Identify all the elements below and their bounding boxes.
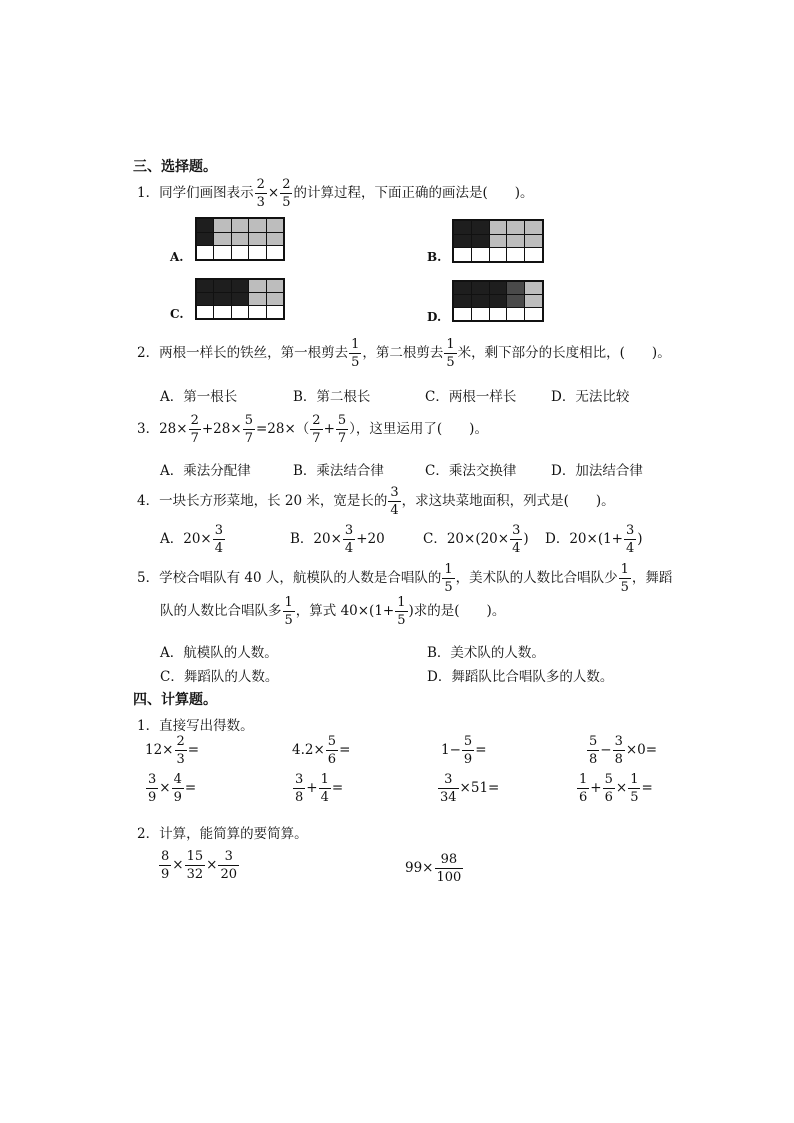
- fraction: [395, 596, 407, 627]
- fraction: [213, 524, 225, 555]
- numerator: 1: [620, 562, 629, 577]
- question-text: 两根一样长的铁丝，第一根剪去: [159, 345, 349, 361]
- fraction: [587, 735, 599, 766]
- option-b: [290, 524, 385, 555]
- numerator: 1: [630, 772, 639, 787]
- numerator: 1: [320, 772, 329, 787]
- fraction: [349, 338, 361, 369]
- numerator: 5: [604, 772, 613, 787]
- numerator: 98: [440, 852, 458, 867]
- denominator: 100: [436, 870, 462, 885]
- option-text: +20: [356, 531, 385, 547]
- fraction: [326, 735, 338, 766]
- question-text: ），这里运用了( )。: [349, 421, 488, 437]
- numerator: 15: [186, 849, 204, 864]
- question-number: 4．: [137, 493, 160, 509]
- expression-text: 1−: [441, 742, 461, 758]
- numerator: 3: [295, 772, 304, 787]
- numerator: 2: [282, 177, 291, 192]
- option-text: A．20×: [160, 531, 212, 547]
- fraction: [462, 735, 474, 766]
- denominator: 9: [463, 752, 473, 767]
- operator: ×: [615, 780, 628, 796]
- option-b: B．乘法结合律: [293, 463, 384, 479]
- expression-text: 4.2×: [292, 742, 325, 758]
- numerator: 3: [214, 523, 224, 538]
- fraction: [388, 486, 400, 517]
- option-text: B．20×: [290, 531, 342, 547]
- numerator: 1: [397, 595, 406, 610]
- option-text: ): [637, 531, 643, 547]
- numerator: 4: [173, 772, 182, 787]
- expression-text: +: [323, 421, 335, 437]
- fraction: [442, 563, 454, 594]
- numerator: 3: [614, 734, 623, 749]
- question-5-line-2: [160, 596, 505, 627]
- numerator: 8: [161, 849, 170, 864]
- denominator: 9: [148, 790, 157, 805]
- denominator: 4: [625, 541, 635, 556]
- numerator: 3: [224, 849, 233, 864]
- option-text: C．20×(20×: [423, 531, 510, 547]
- denominator: 4: [390, 503, 399, 518]
- denominator: 8: [589, 752, 598, 767]
- option-a: A．第一根长: [160, 389, 238, 405]
- denominator: 8: [614, 752, 623, 767]
- expression-text: 28×: [159, 421, 188, 437]
- denominator: 6: [604, 790, 613, 805]
- numerator: 2: [176, 734, 185, 749]
- fraction: [146, 773, 158, 804]
- operator: ×: [172, 857, 184, 873]
- fraction: [283, 596, 295, 627]
- question-1: [137, 178, 534, 209]
- question-text: ，美术队的人数比合唱队少: [455, 570, 618, 586]
- fraction: [624, 524, 636, 555]
- subsection-1-title: 1．直接写出得数。: [137, 718, 254, 734]
- numerator: 1: [284, 595, 293, 610]
- numerator: 3: [390, 485, 399, 500]
- fraction: [336, 414, 348, 445]
- expression-text: +28×: [201, 421, 242, 437]
- numerator: 3: [148, 772, 157, 787]
- expression-text: 12×: [145, 742, 174, 758]
- denominator: 34: [440, 790, 457, 805]
- fraction: [435, 853, 464, 884]
- operator: +: [306, 780, 318, 796]
- expression-1: [145, 735, 199, 766]
- calculation-2: [405, 853, 464, 884]
- option-c: C．两根一样长: [425, 389, 517, 405]
- option-c: C．舞蹈队的人数。: [160, 669, 279, 685]
- option-d-grid: [452, 280, 544, 322]
- denominator: 4: [214, 541, 224, 556]
- numerator: 1: [351, 337, 360, 352]
- fraction: [438, 773, 459, 804]
- question-number: 5．: [137, 570, 160, 586]
- denominator: 4: [320, 790, 329, 805]
- option-c-label: C.: [170, 307, 184, 321]
- fraction: [185, 850, 206, 881]
- equals-sign: =: [187, 742, 200, 758]
- numerator: 1: [446, 337, 455, 352]
- fraction: [628, 773, 640, 804]
- denominator: 7: [190, 431, 199, 446]
- expression-text: =28×（: [255, 421, 310, 437]
- fraction: [603, 773, 615, 804]
- expression-6: [292, 773, 343, 804]
- expression-3: [441, 735, 487, 766]
- denominator: 9: [173, 790, 182, 805]
- operator: ×: [206, 857, 218, 873]
- question-text: )求的是( )。: [408, 603, 506, 619]
- fraction: [510, 524, 522, 555]
- fraction: [175, 735, 187, 766]
- denominator: 7: [337, 431, 347, 446]
- denominator: 5: [620, 580, 629, 595]
- operator: −: [600, 742, 612, 758]
- question-number: 2．: [137, 345, 160, 361]
- denominator: 6: [327, 752, 337, 767]
- fraction: [243, 414, 255, 445]
- question-number: 3．: [137, 421, 160, 437]
- denominator: 5: [351, 355, 360, 370]
- subsection-2-title: 2．计算，能简算的要简算。: [137, 826, 308, 842]
- question-text: 学校合唱队有 40 人，航模队的人数是合唱队的: [159, 570, 442, 586]
- question-text: ，算式 40×(1+: [295, 603, 395, 619]
- option-a: [160, 524, 226, 555]
- equals-sign: =: [331, 780, 344, 796]
- option-c: [423, 524, 529, 555]
- option-b-grid: [452, 219, 544, 263]
- denominator: 5: [282, 195, 291, 210]
- question-number: 1．: [137, 185, 160, 201]
- question-text: ，求这块菜地面积，列式是( )。: [401, 493, 615, 509]
- option-b-label: B.: [427, 250, 442, 264]
- denominator: 8: [295, 790, 304, 805]
- question-text: ，舞蹈: [631, 570, 673, 586]
- numerator: 5: [589, 734, 598, 749]
- numerator: 3: [344, 523, 354, 538]
- numerator: 3: [512, 523, 521, 538]
- section-3-heading: 三、选择题。: [133, 159, 217, 175]
- option-a: A．乘法分配律: [160, 463, 251, 479]
- numerator: 2: [256, 177, 265, 192]
- question-2: [137, 338, 671, 369]
- section-4-heading: 四、计算题。: [133, 692, 217, 708]
- denominator: 5: [446, 355, 455, 370]
- option-b: B．第二根长: [293, 389, 371, 405]
- numerator: 2: [190, 413, 199, 428]
- equals-sign: =: [184, 780, 197, 796]
- fraction: [319, 773, 331, 804]
- denominator: 4: [344, 541, 354, 556]
- fraction: [255, 178, 267, 209]
- fraction: [172, 773, 184, 804]
- fraction: [444, 338, 456, 369]
- expression-2: [292, 735, 350, 766]
- equals-sign: =: [475, 742, 487, 758]
- question-text: 同学们画图表示: [159, 185, 254, 201]
- fraction: [343, 524, 355, 555]
- fraction: [280, 178, 292, 209]
- denominator: 4: [512, 541, 521, 556]
- option-d: [545, 524, 643, 555]
- question-4: [137, 486, 615, 517]
- option-d: D．无法比较: [551, 389, 630, 405]
- numerator: 5: [327, 734, 337, 749]
- denominator: 3: [256, 195, 265, 210]
- option-d: D．加法结合律: [551, 463, 643, 479]
- operator: ×: [267, 185, 280, 201]
- fraction: [218, 850, 239, 881]
- numerator: 5: [337, 413, 347, 428]
- expression-5: [145, 773, 196, 804]
- numerator: 5: [463, 734, 473, 749]
- denominator: 7: [312, 431, 321, 446]
- fraction: [189, 414, 201, 445]
- option-text: ): [523, 531, 529, 547]
- fraction: [577, 773, 589, 804]
- question-3: [137, 414, 488, 445]
- question-5: [137, 563, 672, 594]
- question-text: 队的人数比合唱队多: [160, 603, 282, 619]
- option-d: D．舞蹈队比合唱队多的人数。: [427, 669, 614, 685]
- fraction: [310, 414, 322, 445]
- expression-4: [586, 735, 657, 766]
- fraction: [293, 773, 305, 804]
- denominator: 5: [397, 613, 406, 628]
- denominator: 3: [176, 752, 185, 767]
- expression-7: [437, 773, 499, 804]
- expression-text: ×0=: [625, 742, 658, 758]
- fraction: [613, 735, 625, 766]
- denominator: 7: [244, 431, 253, 446]
- question-text: ，第二根剪去: [362, 345, 444, 361]
- denominator: 9: [161, 867, 170, 882]
- equals-sign: =: [339, 742, 351, 758]
- expression-text: ×51=: [459, 780, 500, 796]
- option-text: D．20×(1+: [545, 531, 623, 547]
- option-b: B．美术队的人数。: [427, 645, 545, 661]
- option-a-label: A.: [170, 250, 184, 264]
- operator: ×: [159, 780, 171, 796]
- denominator: 5: [444, 580, 453, 595]
- numerator: 2: [312, 413, 321, 428]
- denominator: 32: [186, 867, 204, 882]
- fraction: [619, 563, 631, 594]
- option-c-grid: [195, 278, 285, 320]
- question-text: 米，剩下部分的长度相比，( )。: [457, 345, 671, 361]
- denominator: 20: [220, 867, 237, 882]
- denominator: 5: [284, 613, 293, 628]
- numerator: 3: [625, 523, 635, 538]
- denominator: 5: [630, 790, 639, 805]
- option-c: C．乘法交换律: [425, 463, 517, 479]
- calculation-1: [158, 850, 240, 881]
- question-text: 的计算过程，下面正确的画法是( )。: [293, 185, 534, 201]
- equals-sign: =: [641, 780, 653, 796]
- question-text: 一块长方形菜地，长 20 米，宽是长的: [159, 493, 388, 509]
- expression-8: [576, 773, 653, 804]
- numerator: 5: [244, 413, 253, 428]
- expression-text: 99×: [405, 860, 434, 876]
- option-a-grid: [195, 217, 285, 261]
- fraction: [159, 850, 171, 881]
- numerator: 3: [444, 772, 453, 787]
- option-a: A．航模队的人数。: [160, 645, 278, 661]
- numerator: 1: [444, 562, 453, 577]
- operator: +: [590, 780, 602, 796]
- numerator: 1: [579, 772, 588, 787]
- option-d-label: D.: [427, 310, 442, 324]
- denominator: 6: [579, 790, 588, 805]
